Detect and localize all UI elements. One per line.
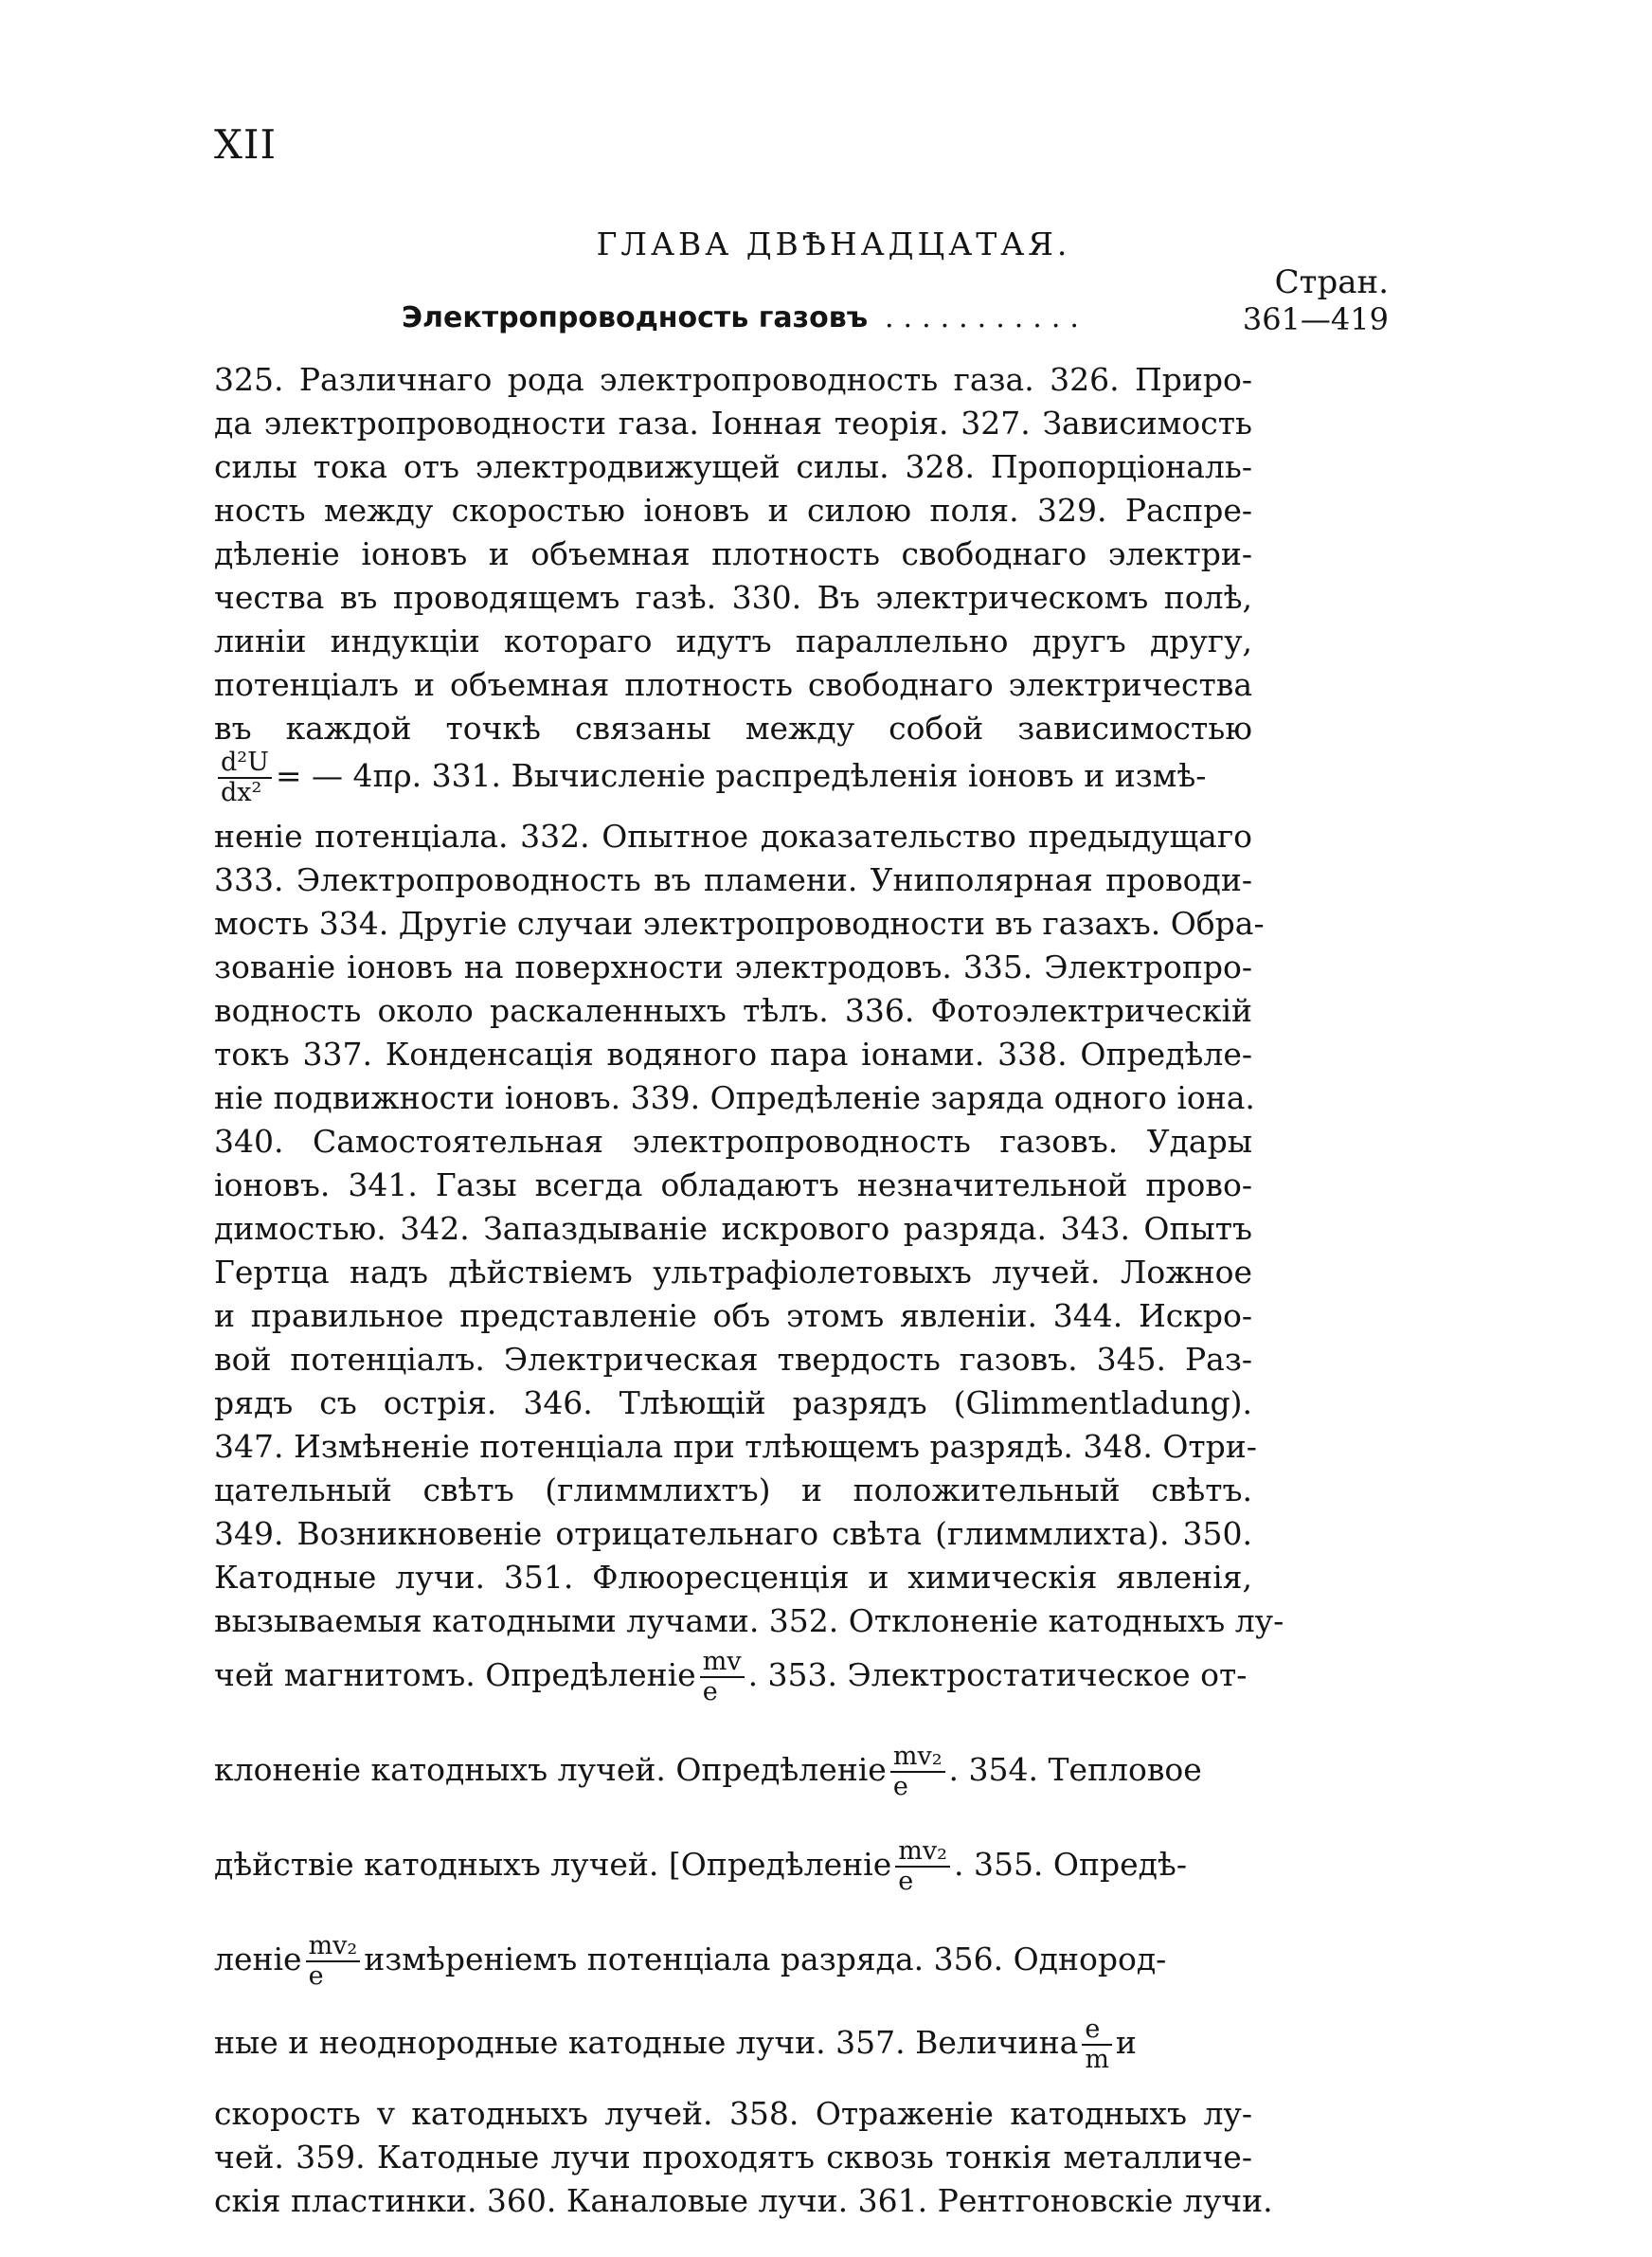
text-line: и правильное представленіе объ этомъ явленіи. 344. Искро- bbox=[214, 1297, 1252, 1334]
text-line: ніе подвижности іоновъ. 339. Опредѣленіе заряда одного іона. bbox=[214, 1079, 1255, 1116]
text-line: 340. Самостоятельная электропроводность газовъ. Удары bbox=[214, 1123, 1252, 1160]
fraction-denominator: e bbox=[895, 1866, 950, 1896]
text-line: цательный свѣтъ (глиммлихтъ) и положительный свѣтъ. bbox=[214, 1472, 1252, 1508]
text-line: зованіе іоновъ на поверхности электродовъ. 335. Электропро- bbox=[214, 948, 1252, 985]
leader-dots: ........... bbox=[885, 301, 1088, 334]
text-line: скорость v катодныхъ лучей. 358. Отраженіе катодныхъ лу- bbox=[214, 2095, 1252, 2132]
text-line: силы тока отъ электродвижущей силы. 328. Пропорціональ- bbox=[214, 448, 1252, 485]
text-line: ность между скоростью іоновъ и силою поля. 329. Распре- bbox=[214, 492, 1252, 529]
formula-denominator: dx² bbox=[218, 777, 272, 807]
fraction bbox=[700, 1648, 745, 1706]
text-line: 347. Измѣненіе потенціала при тлѣющемъ разрядѣ. 348. Отри- bbox=[214, 1428, 1257, 1465]
formula-line bbox=[214, 743, 1252, 809]
formula-numerator: d²U bbox=[221, 748, 269, 777]
text-line: димостью. 342. Запаздываніе искрового разряда. 343. Опытъ bbox=[214, 1210, 1252, 1247]
text-line: іоновъ. 341. Газы всегда обладаютъ незначительной прово- bbox=[214, 1166, 1252, 1203]
fraction bbox=[306, 1932, 361, 1991]
fraction-line bbox=[214, 1628, 1252, 1723]
text-line: линіи индукціи котораго идутъ параллельно другъ другу, bbox=[214, 623, 1252, 659]
chapter-title: ГЛАВА ДВѢНАДЦАТАЯ. bbox=[596, 226, 1071, 262]
text-line: вызываемыя катодными лучами. 352. Отклоненіе катодныхъ лу- bbox=[214, 1602, 1284, 1639]
text-line: чей. 359. Катодные лучи проходятъ сквозь тонкія металличе- bbox=[214, 2139, 1252, 2176]
text-line: потенціалъ и объемная плотность свободнаго электричества bbox=[214, 666, 1252, 703]
text-line: дѣленіе іоновъ и объемная плотность свободнаго электри- bbox=[214, 535, 1252, 572]
text-line: Гертца надъ дѣйствіемъ ультрафіолетовыхъ лучей. Ложное bbox=[214, 1254, 1252, 1291]
text-line: водность около раскаленныхъ тѣлъ. 336. Фотоэлектрическій bbox=[214, 992, 1252, 1029]
fraction-denominator: e bbox=[890, 1771, 945, 1801]
line-text: и bbox=[1115, 2024, 1137, 2061]
line-text: клоненіе катодныхъ лучей. Опредѣленіе bbox=[214, 1751, 887, 1788]
text-line: вой потенціалъ. Электрическая твердость газовъ. 345. Раз- bbox=[214, 1341, 1252, 1378]
fraction-line bbox=[214, 1817, 1252, 1912]
line-text: дѣйствіе катодныхъ лучей. [Опредѣленіе bbox=[214, 1846, 892, 1883]
line-text: ные и неоднородные катодные лучи. 357. Величина bbox=[214, 2024, 1079, 2061]
fraction-denominator: m bbox=[1082, 2044, 1112, 2074]
text-line: рядъ съ острія. 346. Тлѣющій разрядъ (Glimmentladung). bbox=[214, 1384, 1252, 1421]
fraction bbox=[895, 1837, 950, 1896]
fraction-denominator: e bbox=[306, 1960, 361, 1991]
fraction-denominator: e bbox=[700, 1676, 745, 1706]
fraction-line bbox=[214, 1912, 1252, 2007]
fraction bbox=[1082, 2015, 1112, 2074]
fraction-numerator: e bbox=[1085, 2014, 1101, 2044]
formula-fraction bbox=[218, 749, 272, 807]
line-text: леніе bbox=[214, 1941, 302, 1977]
text-line: чества въ проводящемъ газѣ. 330. Въ электрическомъ полѣ, bbox=[214, 579, 1252, 616]
text-line: въ каждой точкѣ связаны между собой зависимостью bbox=[214, 710, 1252, 747]
text-line: да электропроводности газа. Іонная теорія. 327. Зависимость bbox=[214, 405, 1252, 442]
section-title: Электропроводность газовъ bbox=[402, 301, 869, 334]
fraction-numerator: mv₂ bbox=[892, 1742, 943, 1771]
text-line: неніе потенціала. 332. Опытное доказательство предыдущаго bbox=[214, 818, 1252, 855]
line-text: . 355. Опредѣ- bbox=[953, 1846, 1187, 1883]
page-column-label: Стран. bbox=[1274, 263, 1389, 301]
section-heading bbox=[402, 301, 1389, 345]
section-page-range: 361—419 bbox=[1242, 301, 1389, 337]
fraction bbox=[890, 1742, 945, 1801]
line-text: чей магнитомъ. Опредѣленіе bbox=[214, 1656, 696, 1693]
text-line: скія пластинки. 360. Каналовые лучи. 361. Рентгоновскіе лучи. bbox=[214, 2182, 1273, 2219]
text-line: Катодные лучи. 351. Флюоресценція и химическія явленія, bbox=[214, 1559, 1252, 1596]
text-line: мость 334. Другіе случаи электропроводности въ газахъ. Обра- bbox=[214, 905, 1265, 942]
fraction-line bbox=[214, 1999, 1252, 2086]
line-text: измѣреніемъ потенціала разряда. 356. Однород- bbox=[364, 1941, 1167, 1977]
fraction-line bbox=[214, 1723, 1252, 1817]
line-text: . 354. Тепловое bbox=[948, 1751, 1202, 1788]
text-line: 333. Электропроводность въ пламени. Униполярная проводи- bbox=[214, 861, 1252, 898]
fraction-numerator: mv bbox=[702, 1647, 742, 1676]
line-text: . 353. Электростатическое от- bbox=[747, 1656, 1248, 1693]
text-line: 349. Возникновеніе отрицательнаго свѣта (глиммлихта). 350. bbox=[214, 1515, 1252, 1552]
text-line: токъ 337. Конденсація водяного пара іонами. 338. Опредѣле- bbox=[214, 1036, 1252, 1073]
page-number: XII bbox=[214, 121, 278, 168]
formula-text: = — 4πρ. 331. Вычисленіе распредѣленія іоновъ и измѣ- bbox=[275, 757, 1207, 794]
fraction-numerator: mv₂ bbox=[308, 1931, 358, 1960]
fraction-numerator: mv₂ bbox=[898, 1836, 947, 1866]
text-line: 325. Различнаго рода электропроводность газа. 326. Приро- bbox=[214, 361, 1252, 398]
